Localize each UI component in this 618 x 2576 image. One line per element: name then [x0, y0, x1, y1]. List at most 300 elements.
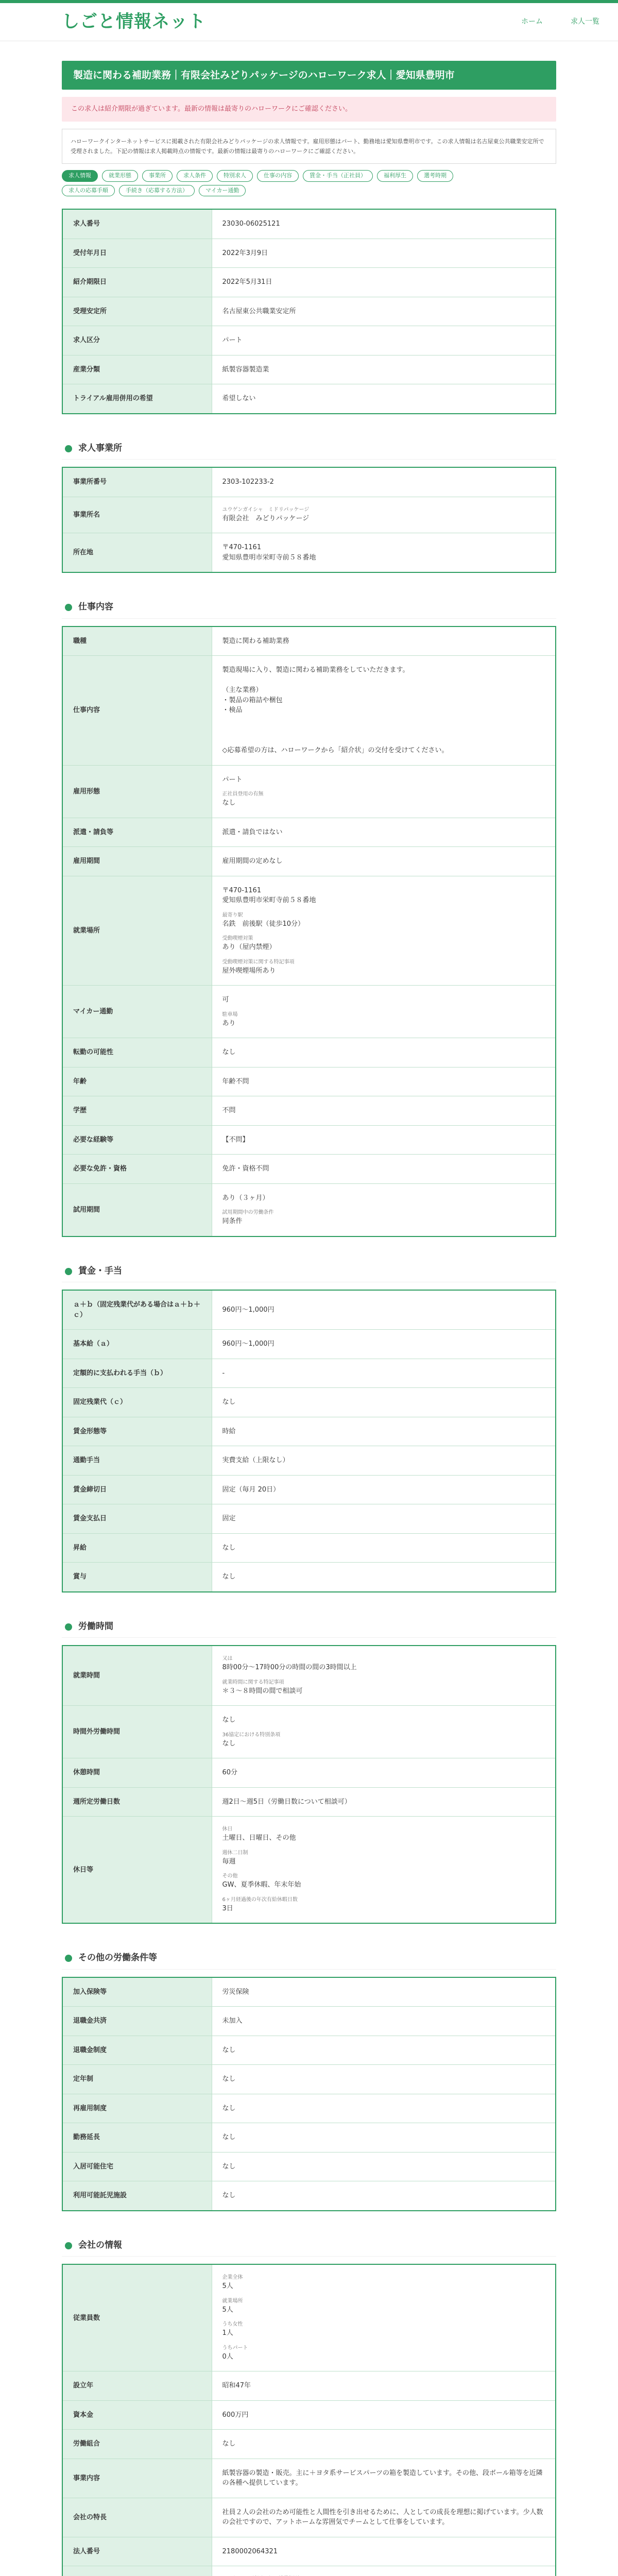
field-value: 固定（毎月 20日）	[222, 1485, 280, 1494]
detail-table	[62, 467, 556, 573]
bullet-dot-icon	[65, 1955, 72, 1962]
value-block	[222, 506, 545, 524]
category-tag[interactable]: 求人条件	[177, 170, 213, 182]
value-block	[222, 1368, 545, 1379]
field-value: 名古屋東公共職業安定所	[222, 307, 296, 315]
field-value-cell	[212, 2036, 556, 2065]
detail-row	[62, 1787, 556, 1817]
section-title-text: 求人事業所	[78, 443, 122, 453]
field-label: 産業分類	[62, 355, 212, 384]
value-caption: 就業場所	[222, 2298, 243, 2304]
field-value-cell	[212, 765, 556, 818]
field-value: 社員２人の会社のため可能性と人間性を引き出せるために、人としての成長を理想に掲げています。少人数の会社ですので、アットホームな雰囲気でチームとして仕事をしています。	[222, 2508, 543, 2527]
category-tag[interactable]: 福利厚生	[377, 170, 413, 182]
section-title-text: 会社の情報	[78, 2240, 122, 2250]
field-value: 固定	[222, 1515, 236, 1523]
value-block	[222, 1732, 545, 1749]
field-value-cell	[212, 876, 556, 986]
field-label: 年齢	[62, 1067, 212, 1096]
field-value-cell	[212, 209, 556, 239]
detail-row	[62, 876, 556, 986]
detail-row	[62, 239, 556, 268]
field-label: 定年制	[62, 2065, 212, 2094]
field-value: 【不問】	[222, 1136, 249, 1144]
value-caption: 最寄り駅	[222, 912, 243, 918]
detail-row	[62, 2537, 556, 2566]
detail-row	[62, 626, 556, 656]
field-value: 可	[222, 996, 229, 1004]
field-value-cell	[212, 1706, 556, 1758]
field-label: 賞与	[62, 1563, 212, 1592]
value-caption: 駐車場	[222, 1011, 238, 1018]
field-label: 賃金締切日	[62, 1475, 212, 1504]
field-value-cell	[212, 626, 556, 656]
detail-row	[62, 355, 556, 384]
value-caption: 受動喫煙対策に関する特記事項	[222, 959, 295, 965]
value-block	[222, 1047, 545, 1058]
field-value: なし	[222, 2440, 236, 2448]
detail-row	[62, 1155, 556, 1184]
section-heading	[62, 438, 556, 460]
detail-row	[62, 1125, 556, 1155]
site-header	[0, 3, 618, 41]
field-value: なし	[222, 1573, 236, 1581]
value-block	[222, 1209, 545, 1227]
field-value: 希望しない	[222, 395, 256, 403]
field-value-cell	[212, 1290, 556, 1330]
main-content	[62, 61, 556, 2576]
field-value: 紙製容器製造業	[222, 365, 269, 374]
field-value-cell	[212, 268, 556, 297]
field-label: 学歴	[62, 1096, 212, 1126]
value-block	[222, 2162, 545, 2172]
value-block	[222, 277, 545, 287]
detail-row	[62, 1067, 556, 1096]
field-label: マイカー通勤	[62, 986, 212, 1038]
detail-row	[62, 2459, 556, 2498]
field-value-cell	[212, 1533, 556, 1563]
detail-row	[62, 2264, 556, 2371]
page-title: 製造に関わる補助業務｜有限会社みどりパッケージのハローワーク求人｜愛知県豊明市	[62, 61, 556, 90]
field-label: 求人区分	[62, 326, 212, 355]
section-heading	[62, 2235, 556, 2257]
field-label: 仕事内容	[62, 656, 212, 766]
field-label: 雇用期間	[62, 847, 212, 876]
value-block	[222, 1655, 545, 1673]
detail-row	[62, 533, 556, 573]
field-label: 資本金	[62, 2400, 212, 2430]
value-block	[222, 2274, 545, 2292]
section-title-text: 仕事内容	[78, 602, 113, 613]
field-label: 週所定労働日数	[62, 1787, 212, 1817]
category-tag-list	[62, 170, 494, 196]
field-value-cell	[212, 1388, 556, 1417]
field-value-cell	[212, 818, 556, 847]
section-title-text: 労働時間	[78, 1621, 113, 1632]
detail-row	[62, 1475, 556, 1504]
field-value: 週2日〜週5日（労働日数について相談可）	[222, 1798, 351, 1806]
detail-row	[62, 1417, 556, 1446]
field-value: なし	[222, 2192, 236, 2200]
field-label: 事業所番号	[62, 467, 212, 497]
field-label: 求人番号	[62, 209, 212, 239]
field-label: 休憩時間	[62, 1758, 212, 1788]
field-value: 不問	[222, 1107, 236, 1115]
field-value: なし	[222, 1398, 236, 1406]
field-label: 従業員数	[62, 2264, 212, 2371]
value-block	[222, 1543, 545, 1553]
value-block	[222, 665, 545, 756]
value-block	[222, 1873, 545, 1890]
value-block	[222, 2074, 545, 2084]
field-value: あり（３ヶ月）	[222, 1194, 269, 1202]
detail-row	[62, 1446, 556, 1476]
field-label: 勤務延長	[62, 2123, 212, 2153]
section-heading	[62, 1261, 556, 1283]
detail-row	[62, 1096, 556, 1126]
field-label: 昇給	[62, 1533, 212, 1563]
field-value: 60分	[222, 1769, 238, 1777]
field-value: 土曜日、日曜日、その他	[222, 1834, 296, 1842]
field-value-cell	[212, 2498, 556, 2537]
field-value-cell	[212, 656, 556, 766]
field-value-cell	[212, 1817, 556, 1924]
value-block	[222, 1850, 545, 1867]
field-value: 0人	[222, 2352, 233, 2361]
field-value: 時給	[222, 1427, 236, 1435]
detail-row	[62, 1563, 556, 1592]
detail-row	[62, 2094, 556, 2123]
section-heading	[62, 1616, 556, 1638]
field-value-cell	[212, 1787, 556, 1817]
value-block	[222, 2439, 545, 2449]
field-label: 基本給（ａ）	[62, 1330, 212, 1359]
value-block	[222, 1572, 545, 1582]
field-value: なし	[222, 1716, 236, 1724]
field-value-cell	[212, 1330, 556, 1359]
field-value-cell	[212, 1475, 556, 1504]
field-value: 紙製容器の製造・販売。主に＋ヨタ系サービスパーツの箱を製造しています。その他、段ボール箱等を近隣の各種へ提供しています。	[222, 2469, 543, 2487]
field-value: 8時00分〜17時00分の時間の間の3時間以上	[222, 1664, 357, 1672]
detail-row	[62, 1504, 556, 1534]
detail-row	[62, 326, 556, 355]
detail-row	[62, 297, 556, 326]
detail-table	[62, 1645, 556, 1924]
field-value: なし	[222, 799, 236, 807]
field-value-cell	[212, 2430, 556, 2459]
field-value-cell	[212, 2094, 556, 2123]
field-value-cell	[212, 2123, 556, 2153]
field-value: -	[222, 1369, 225, 1377]
category-tag[interactable]: 求人情報	[62, 170, 98, 182]
field-value-cell	[212, 2400, 556, 2430]
field-label: 派遣・請負等	[62, 818, 212, 847]
field-value: 〒470-1161 愛知県豊明市栄町寺前５８番地	[222, 544, 316, 562]
value-block	[222, 1164, 545, 1174]
detail-row	[62, 986, 556, 1038]
detail-row	[62, 2371, 556, 2401]
field-value: 実費支給（上限なし）	[222, 1456, 289, 1465]
field-value: GW、夏季休暇、年末年始	[222, 1881, 301, 1889]
field-label: 再雇用制度	[62, 2094, 212, 2123]
field-value: 未加入	[222, 2017, 243, 2025]
field-label: 事業内容	[62, 2459, 212, 2498]
field-label: 転勤の可能性	[62, 1038, 212, 1067]
field-value: 有限会社 みどりパッケージ	[222, 514, 310, 522]
field-label: 通勤手当	[62, 1446, 212, 1476]
value-block	[222, 1826, 545, 1843]
value-block	[222, 959, 545, 976]
field-label: 事業所名	[62, 497, 212, 533]
field-value: 960円〜1,000円	[222, 1306, 274, 1314]
category-tag[interactable]: 特別求人	[217, 170, 253, 182]
job-detail-sections	[62, 209, 556, 2576]
detail-row	[62, 1758, 556, 1788]
value-caption: 36協定における特別条項	[222, 1732, 281, 1738]
field-label: 休日等	[62, 1817, 212, 1924]
detail-row	[62, 2123, 556, 2153]
field-value-cell	[212, 1977, 556, 2007]
category-tag[interactable]: 賃金・手当（正社員）	[303, 170, 373, 182]
field-label: 設立年	[62, 2371, 212, 2401]
field-value: 昭和47年	[222, 2382, 251, 2390]
field-value-cell	[212, 2459, 556, 2498]
value-block	[222, 1768, 545, 1778]
field-label: 法人番号	[62, 2537, 212, 2566]
value-block	[222, 394, 545, 404]
section-title-text: 賃金・手当	[78, 1265, 122, 1276]
field-value: なし	[222, 1048, 236, 1057]
field-value-cell	[212, 2007, 556, 2036]
value-block	[222, 543, 545, 563]
field-label: 定額的に支払われる手当（ｂ）	[62, 1359, 212, 1388]
nav-home-link[interactable]: ホーム	[521, 18, 543, 26]
field-value: 派遣・請負ではない	[222, 828, 283, 836]
value-caption: 6ヶ月経過後の年次有給休暇日数	[222, 1896, 298, 1903]
field-value: なし	[222, 2104, 236, 2112]
detail-row	[62, 847, 556, 876]
field-label: 必要な免許・資格	[62, 1155, 212, 1184]
detail-row	[62, 765, 556, 818]
value-block	[222, 1485, 545, 1495]
field-label: 所在地	[62, 533, 212, 573]
value-block	[222, 791, 545, 808]
field-label: 職種	[62, 626, 212, 656]
detail-row	[62, 2400, 556, 2430]
value-block	[222, 2468, 545, 2488]
value-block	[222, 2345, 545, 2362]
field-value: 23030-06025121	[222, 220, 280, 228]
field-label: 受理安定所	[62, 297, 212, 326]
value-block	[222, 2321, 545, 2338]
value-caption: その他	[222, 1873, 238, 1879]
value-block	[222, 1455, 545, 1466]
category-tag[interactable]: 選考時期	[417, 170, 453, 182]
value-block	[222, 1987, 545, 1997]
field-value-cell	[212, 1038, 556, 1067]
category-tag[interactable]: 就業形態	[102, 170, 138, 182]
value-caption: 正社員登用の有無	[222, 791, 264, 798]
field-value-cell	[212, 533, 556, 573]
field-value: 2303-102233-2	[222, 478, 274, 486]
nav-job-list-link[interactable]: 求人一覧	[571, 18, 599, 26]
value-block	[222, 2132, 545, 2143]
field-value: 〒470-1161 愛知県豊明市栄町寺前５８番地	[222, 886, 316, 905]
value-block	[222, 1514, 545, 1524]
detail-row	[62, 656, 556, 766]
main-nav	[521, 16, 599, 27]
field-value: 労災保険	[222, 1988, 249, 1996]
field-label: 入居可能住宅	[62, 2152, 212, 2181]
detail-table	[62, 1290, 556, 1592]
field-value: 雇用期間の定めなし	[222, 857, 283, 866]
field-label: 賃金支払日	[62, 1504, 212, 1534]
value-block	[222, 1679, 545, 1697]
field-value: 5人	[222, 2282, 233, 2291]
field-value-cell	[212, 847, 556, 876]
field-value-cell	[212, 355, 556, 384]
field-value: 2022年5月31日	[222, 278, 272, 286]
category-tag[interactable]: 仕事の内容	[257, 170, 299, 182]
field-value: なし	[222, 2162, 236, 2171]
field-value: 年齢不問	[222, 1077, 249, 1086]
field-value-cell	[212, 1504, 556, 1534]
field-value-cell	[212, 986, 556, 1038]
field-value-cell	[212, 326, 556, 355]
value-block	[222, 1397, 545, 1408]
field-value: 3日	[222, 1904, 233, 1912]
field-value-cell	[212, 1067, 556, 1096]
field-value: 名鉄 前後駅（徒歩10分）	[222, 920, 305, 928]
field-value: なし	[222, 1544, 236, 1552]
detail-table	[62, 209, 556, 414]
value-block	[222, 1106, 545, 1116]
bullet-dot-icon	[65, 445, 72, 452]
value-caption: 試用期間中の労働条件	[222, 1210, 274, 1216]
detail-row	[62, 384, 556, 414]
value-block	[222, 2410, 545, 2420]
field-label: 雇用形態	[62, 765, 212, 818]
detail-row	[62, 1183, 556, 1236]
category-tag[interactable]: マイカー通勤	[199, 185, 246, 197]
value-block	[222, 335, 545, 346]
field-value-cell	[212, 2537, 556, 2566]
field-label: 就業場所	[62, 876, 212, 986]
section-title-text: その他の労働条件等	[78, 1953, 157, 1963]
field-value: 屋外喫煙場所あり	[222, 967, 276, 975]
field-value-cell	[212, 2181, 556, 2211]
field-value: 製造現場に入り、製造に関わる補助業務をしていただきます。 （主な業務） ・製品の箱詰や梱包 ・検品 ◇応募希望の方は、ハローワークから「紹介状」の交付を受けてください。	[222, 666, 449, 755]
value-block	[222, 912, 545, 929]
detail-row	[62, 497, 556, 533]
bullet-dot-icon	[65, 604, 72, 611]
value-caption: 又は	[222, 1656, 233, 1662]
value-caption: 週休二日制	[222, 1850, 248, 1856]
bullet-dot-icon	[65, 1268, 72, 1275]
value-block	[222, 995, 545, 1005]
category-tag[interactable]: 手続き（応募する方法）	[119, 185, 195, 197]
value-block	[222, 1077, 545, 1087]
detail-row	[62, 1038, 556, 1067]
field-value: パート	[222, 775, 243, 784]
field-value-cell	[212, 239, 556, 268]
field-value-cell	[212, 2566, 556, 2576]
field-value: 同条件	[222, 1217, 243, 1226]
field-label: 退職金制度	[62, 2036, 212, 2065]
detail-row	[62, 1533, 556, 1563]
field-label: 紹介期限日	[62, 268, 212, 297]
value-block	[222, 856, 545, 867]
field-value-cell	[212, 1446, 556, 1476]
detail-table	[62, 2264, 556, 2576]
field-value-cell	[212, 1183, 556, 1236]
field-value-cell	[212, 297, 556, 326]
field-value: 2022年3月9日	[222, 249, 268, 257]
category-tag[interactable]: 事業所	[142, 170, 173, 182]
value-block	[222, 1339, 545, 1349]
field-value: なし	[222, 2046, 236, 2054]
field-label: 会社の特長	[62, 2498, 212, 2537]
value-caption: 企業全体	[222, 2275, 243, 2281]
field-label: 固定残業代（ｃ）	[62, 1388, 212, 1417]
value-caption: うち女性	[222, 2321, 243, 2328]
site-logo[interactable]: しごと情報ネット	[62, 11, 206, 32]
field-value-cell	[212, 1563, 556, 1592]
detail-row	[62, 2036, 556, 2065]
value-block	[222, 827, 545, 838]
field-value-cell	[212, 1646, 556, 1706]
field-value-cell	[212, 2065, 556, 2094]
category-tag[interactable]: 求人の応募手順	[62, 185, 115, 197]
field-value: あり（屋内禁煙）	[222, 943, 276, 952]
field-label: 利用可能託児施設	[62, 2181, 212, 2211]
value-caption: うちパート	[222, 2345, 248, 2351]
value-block	[222, 1715, 545, 1725]
detail-row	[62, 2498, 556, 2537]
detail-row	[62, 1330, 556, 1359]
field-value-cell	[212, 467, 556, 497]
field-label: 受付年月日	[62, 239, 212, 268]
field-value-cell	[212, 1125, 556, 1155]
section-heading	[62, 1947, 556, 1970]
detail-row	[62, 1706, 556, 1758]
field-value-cell	[212, 2152, 556, 2181]
field-value-cell	[212, 384, 556, 414]
detail-row	[62, 1817, 556, 1924]
detail-row	[62, 1290, 556, 1330]
field-value: 960円〜1,000円	[222, 1340, 274, 1348]
field-value-cell	[212, 497, 556, 533]
detail-row	[62, 209, 556, 239]
detail-row	[62, 2430, 556, 2459]
value-block	[222, 2381, 545, 2391]
detail-row	[62, 1388, 556, 1417]
field-label: 賃金形態等	[62, 1417, 212, 1446]
value-block	[222, 2547, 545, 2557]
value-block	[222, 1135, 545, 1145]
detail-row	[62, 2566, 556, 2576]
value-block	[222, 2507, 545, 2528]
field-value-cell	[212, 1417, 556, 1446]
detail-row	[62, 2065, 556, 2094]
detail-row	[62, 2007, 556, 2036]
detail-row	[62, 2152, 556, 2181]
value-block	[222, 2191, 545, 2201]
value-block	[222, 935, 545, 953]
value-block	[222, 1896, 545, 1914]
field-label	[62, 2566, 212, 2576]
field-value: あり	[222, 1019, 236, 1027]
